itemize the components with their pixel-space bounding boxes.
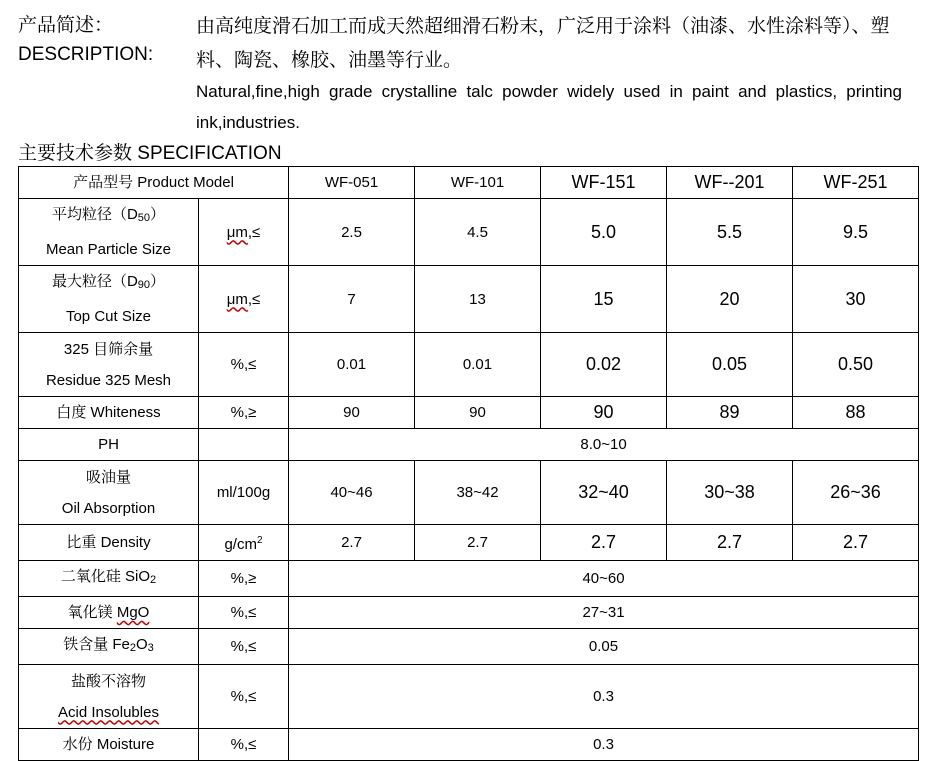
row-label [19, 461, 199, 525]
row-label [19, 199, 199, 266]
model-header: WF-251 [793, 167, 919, 199]
row-label: 水份 Moisture [19, 729, 199, 761]
description-label-en: DESCRIPTION: [18, 44, 154, 65]
description-text-cn: 由高纯度滑石加工而成天然超细滑石粉末，广泛用于涂料（油漆、水性涂料等）、塑料、陶瓷、橡胶、油墨等行业。 [196, 16, 890, 71]
value-cell: 38~42 [415, 461, 541, 525]
value-cell: 13 [415, 266, 541, 333]
value-cell: 88 [793, 397, 919, 429]
value-cell: 2.7 [415, 525, 541, 561]
table-header-row [19, 167, 919, 199]
unit-cell: ml/100g [199, 461, 289, 525]
model-header: WF-151 [541, 167, 667, 199]
value-cell: 0.05 [667, 333, 793, 397]
table-row-ph [19, 429, 919, 461]
row-label-cn: 平均粒径（D50） [51, 206, 166, 224]
table-row-oil-absorption [19, 461, 919, 525]
value-cell: 90 [289, 397, 415, 429]
description-text-en: Natural,fine,high grade crystalline talc powder widely used in paint and plastics, printing ink,industries. [196, 82, 902, 132]
table-row-moisture [19, 729, 919, 761]
table-row-mean-particle-size [19, 199, 919, 266]
row-label [19, 665, 199, 729]
value-cell: 4.5 [415, 199, 541, 266]
row-label: 氧化镁 MgO [19, 597, 199, 629]
value-cell: 0.02 [541, 333, 667, 397]
table-row-residue [19, 333, 919, 397]
unit-cell: %,≥ [199, 561, 289, 597]
value-cell-merged: 40~60 [289, 561, 919, 597]
table-row-sio2 [19, 561, 919, 597]
model-header: WF-101 [415, 167, 541, 199]
value-cell: 2.7 [667, 525, 793, 561]
row-label-cn: 最大粒径（D90） [51, 273, 166, 291]
row-label [19, 333, 199, 397]
table-row-acid-insolubles [19, 665, 919, 729]
table-row-mgo [19, 597, 919, 629]
row-label-en: Acid Insolubles [58, 703, 159, 721]
table-row-density [19, 525, 919, 561]
unit-cell: %,≤ [199, 629, 289, 665]
value-cell: 90 [541, 397, 667, 429]
value-cell: 2.7 [289, 525, 415, 561]
unit-cell: %,≤ [199, 597, 289, 629]
value-cell: 2.7 [793, 525, 919, 561]
table-row-top-cut-size [19, 266, 919, 333]
unit-cell: $g/cm^2$ [199, 525, 289, 561]
value-cell: 30 [793, 266, 919, 333]
value-cell: 15 [541, 266, 667, 333]
value-cell: 26~36 [793, 461, 919, 525]
value-cell-merged: 0.05 [289, 629, 919, 665]
row-label-cn: 325 目筛余量 [63, 340, 154, 358]
row-label-en: Residue 325 Mesh [45, 371, 172, 389]
row-label: 比重 Density [19, 525, 199, 561]
row-label: 二氧化硅 SiO2 [19, 561, 199, 597]
value-cell: 0.01 [415, 333, 541, 397]
value-cell: 0.50 [793, 333, 919, 397]
description-label-cn: 产品简述： [18, 15, 114, 36]
value-cell: 40~46 [289, 461, 415, 525]
product-model-label: 产品型号 Product Model [19, 167, 289, 199]
unit-cell [199, 429, 289, 461]
row-label-en: Top Cut Size [65, 308, 152, 325]
value-cell: 90 [415, 397, 541, 429]
value-cell: 9.5 [793, 199, 919, 266]
row-label-cn: 吸油量 [85, 468, 131, 486]
model-header: WF--201 [667, 167, 793, 199]
value-cell: 89 [667, 397, 793, 429]
value-cell-merged: 0.3 [289, 729, 919, 761]
specification-title: 主要技术参数 SPECIFICATION [18, 143, 282, 164]
table-row-whiteness [19, 397, 919, 429]
unit-cell: %,≤ [199, 333, 289, 397]
unit-cell: %,≤ [199, 729, 289, 761]
table-row-fe2o3 [19, 629, 919, 665]
specification-table [18, 166, 919, 761]
unit-cell: μm,≤ [199, 199, 289, 266]
row-label: 铁含量 Fe2O3 [19, 629, 199, 665]
value-cell-merged: 8.0~10 [289, 429, 919, 461]
row-label: 白度 Whiteness [19, 397, 199, 429]
unit-cell: %,≥ [199, 397, 289, 429]
value-cell: 5.5 [667, 199, 793, 266]
row-label-cn: 盐酸不溶物 [70, 672, 146, 690]
value-cell-merged: 0.3 [289, 665, 919, 729]
value-cell: 0.01 [289, 333, 415, 397]
model-header: WF-051 [289, 167, 415, 199]
value-cell-merged: 27~31 [289, 597, 919, 629]
value-cell: 20 [667, 266, 793, 333]
row-label-en: Mean Particle Size [45, 241, 172, 258]
row-label-en: Oil Absorption [61, 499, 156, 517]
value-cell: 2.5 [289, 199, 415, 266]
row-label [19, 266, 199, 333]
value-cell: 7 [289, 266, 415, 333]
unit-cell: %,≤ [199, 665, 289, 729]
value-cell: 32~40 [541, 461, 667, 525]
value-cell: 30~38 [667, 461, 793, 525]
value-cell: 2.7 [541, 525, 667, 561]
unit-cell: μm,≤ [199, 266, 289, 333]
value-cell: 5.0 [541, 199, 667, 266]
row-label: PH [19, 429, 199, 461]
